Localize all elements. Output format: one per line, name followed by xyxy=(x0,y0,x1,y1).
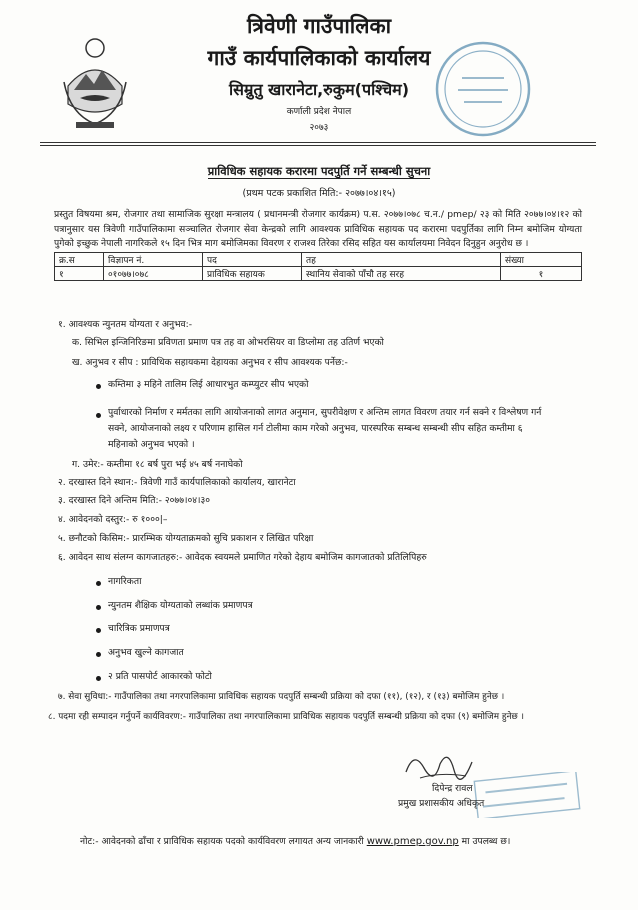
col-serial: क्र.स xyxy=(55,253,104,267)
document-item: २ प्रति पासपोर्ट आकारको फोटो xyxy=(108,671,212,682)
col-post: पद xyxy=(203,253,302,267)
vacancy-table xyxy=(54,252,582,281)
office-address: सिम्रुतु खारानेटा,रुकुम(पश्चिम) xyxy=(228,80,410,99)
bullet-icon xyxy=(96,581,101,586)
signatory-designation: प्रमुख प्रशासकीय अधिकृत xyxy=(398,798,485,809)
experience-infrastructure-line1: पुर्वाधारको निर्माण र मर्मतका लागि आयोजनाको लागत अनुमान, सुपरीवेक्षण र अन्तिम लागत विवरण तयार गर्न सक्ने र विश्लेषण गर्न xyxy=(108,407,542,418)
bullet-icon xyxy=(96,652,101,657)
footer-text: नोट:- आवेदनको ढाँचा र प्राविधिक सहायक पदको कार्यविवरण लगायत अन्य जानकारी xyxy=(80,836,364,847)
cell-ad-number: ०१०७७।०७८ xyxy=(104,267,203,281)
header-divider xyxy=(40,142,596,143)
footer-note xyxy=(80,834,510,847)
cell-serial: १ xyxy=(55,267,104,281)
designation-stamp-icon xyxy=(472,772,582,818)
bullet-icon xyxy=(96,413,101,418)
item-fee: ४. आवेदनको दस्तुर:- रु १०००|– xyxy=(58,514,168,525)
cell-post: प्राविधिक सहायक xyxy=(203,267,302,281)
item-job-description: ८. पदमा रही सम्पादन गर्नुपर्ने कार्यविवरण:- गाउँपालिका तथा नगरपालिकामा प्राविधिक सहायक पदपुर्ति सम्बन्धी प्रक्रिया को दफा (९) बमोजिम हुनेछ । xyxy=(48,712,524,722)
item-deadline: ३. दरखास्त दिने अन्तिम मिति:- २०७७।०४।३० xyxy=(58,495,211,506)
item-benefits: ७. सेवा सुविधा:- गाउँपालिका तथा नगरपालिकामा प्राविधिक सहायक पदपुर्ति सम्बन्धी प्रक्रिया को दफा (११), (१२), र (१३) बमोजिम हुनेछ । xyxy=(58,692,505,702)
province-name: कर्णाली प्रदेश नेपाल xyxy=(286,107,352,117)
item-application-place: २. दरखास्त दिने स्थान:- त्रिवेणी गाउँ कार्यपालिकाको कार्यालय, खारानेटा xyxy=(58,477,296,488)
established-year: २०७३ xyxy=(309,123,329,133)
item-qualification-experience: ख. अनुभव र सीप : प्राविधिक सहायकमा देहायका अनुभव र सीप आवश्यक पर्नेछ:- xyxy=(72,357,348,368)
document-item: न्युनतम शैक्षिक योग्यताको लब्धांक प्रमाणपत्र xyxy=(108,600,253,611)
item-documents: ६. आवेदन साथ संलग्न कागजातहरु:- आवेदक स्वयमले प्रमाणित गरेको देहाय बमोजिम कागजातको प्रतिलिपिहरु xyxy=(58,552,427,563)
bullet-icon xyxy=(96,628,101,633)
experience-infrastructure-line3: महिनाको अनुभव भएको । xyxy=(108,439,195,450)
experience-computer: कम्तिमा ३ महिने तालिम लिई आधारभुत कम्प्युटर सीप भएको xyxy=(108,379,309,390)
bullet-icon xyxy=(96,605,101,610)
item-qualification: १. आवश्यक न्युनतम योग्यता र अनुभव:- xyxy=(58,319,193,330)
website-link[interactable]: www.pmep.gov.np xyxy=(366,836,459,847)
notice-intro: प्रस्तुत विषयमा श्रम, रोजगार तथा सामाजिक सुरक्षा मन्त्रालय ( प्रधानमन्त्री रोजगार कार्यक्रम) प.स. २०७७।०७८ च.न./ pmep/ २३ को मिति २०७७।०४।१२ को पत्रानुसार यस त्रिवेणी गाउँपालिकामा सञ्चालित रोजगार सेवा केन्द्रको लागि आवश्यक प्राविधिक सहायक पद करारमा पदपुर्तिका लागि निम्न बमोजिम योग्यता पुगेको इच्छुक नेपाली नागरिकले १५ दिन भित्र माग बमोजिमका विवरण र राजश्व तिरेका रसिद सहित यस कार्यालयमा निवेदन दिनुहुन अनुरोध छ । xyxy=(54,209,582,249)
published-date: (प्रथम पटक प्रकाशित मिति:- २०७७।०४।१५) xyxy=(242,188,396,199)
col-ad-number: विज्ञापन नं. xyxy=(104,253,203,267)
item-age: ग. उमेर:- कम्तीमा १८ बर्ष पुरा भई ४५ बर्ष ननाघेको xyxy=(72,459,243,470)
notice-title: प्राविधिक सहायक करारमा पदपुर्ति गर्ने सम्बन्धी सुचना xyxy=(207,164,431,178)
signature-icon xyxy=(400,742,480,786)
col-level: तह xyxy=(302,253,501,267)
cell-count: १ xyxy=(501,267,582,281)
item-selection: ५. छनौटको किसिम:- प्रारम्भिक योग्यताक्रमको सुचि प्रकाशन र लिखित परिक्षा xyxy=(58,533,314,544)
experience-infrastructure-line2: सक्ने, आयोजनाको लक्ष्य र परिणाम हासिल गर्न टोलीमा काम गरेको अनुभव, पारस्परिक सम्बन्ध सम्बन्धी सीप सहित कम्तीमा ६ xyxy=(108,423,523,434)
document-item: अनुभव खुल्ने कागजात xyxy=(108,647,184,658)
document-item: नागरिकता xyxy=(108,576,142,587)
footer-suffix: मा उपलब्ध छ। xyxy=(461,836,511,847)
office-seal-icon xyxy=(432,38,534,140)
document-item: चारित्रिक प्रमाणपत्र xyxy=(108,623,170,634)
table-row xyxy=(55,267,582,281)
cell-level: स्थानिय सेवाको पाँचौ तह सरह xyxy=(302,267,501,281)
signatory-name: दिपेन्द्र रावल xyxy=(432,783,473,794)
header-divider-2 xyxy=(40,145,596,146)
col-count: संख्या xyxy=(501,253,582,267)
table-header-row xyxy=(55,253,582,267)
bullet-icon xyxy=(96,384,101,389)
bullet-icon xyxy=(96,676,101,681)
office-name: गाउँ कार्यपालिकाको कार्यालय xyxy=(207,46,431,70)
municipality-name: त्रिवेणी गाउँपालिका xyxy=(246,14,392,38)
item-qualification-education: क. सिभिल इन्जिनिरिङमा प्रविणता प्रमाण पत्र तह वा ओभरसियर वा डिप्लोमा तह उतिर्ण भएको xyxy=(72,337,384,348)
